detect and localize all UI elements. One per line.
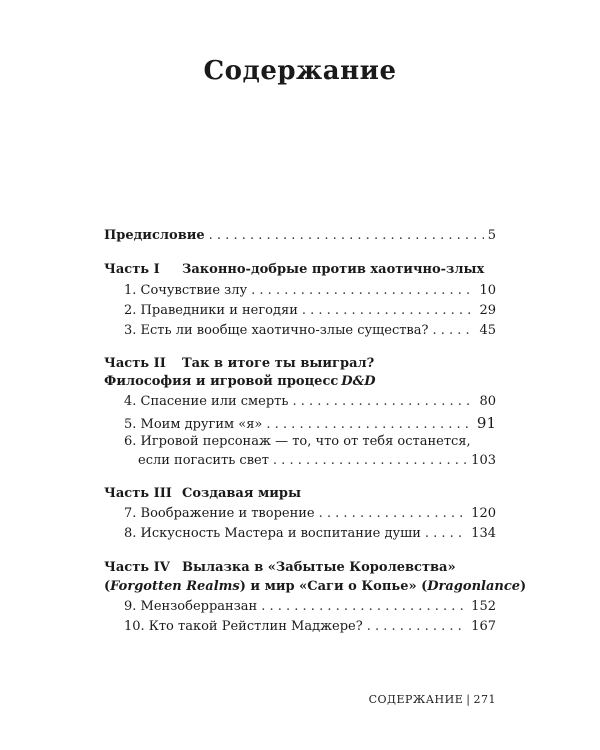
toc-page-number: 80 xyxy=(479,394,496,409)
toc-page-number: 134 xyxy=(471,526,496,541)
toc-page-number: 29 xyxy=(479,303,496,318)
toc-entry-label: 8. Искусность Мастера и воспитание души xyxy=(124,526,421,541)
part-subtitle-c: ) и мир «Саги о Копье» ( xyxy=(239,579,428,594)
toc-part-2-subtitle xyxy=(104,374,496,394)
dot-leader xyxy=(367,619,467,634)
toc-entry-chapter-7[interactable] xyxy=(124,506,496,526)
toc-part-2-heading[interactable] xyxy=(104,356,496,376)
part-label: Часть I xyxy=(104,262,160,277)
dot-leader xyxy=(292,394,475,409)
footer-separator: | xyxy=(466,693,471,706)
toc-entry-label: 1. Сочувствие злу xyxy=(124,283,248,298)
dot-leader xyxy=(302,303,476,318)
toc-entry-label: Предисловие xyxy=(104,228,205,243)
toc-entry-label: 4. Спасение или смерть xyxy=(124,394,289,409)
toc-entry-label: 9. Мензоберранзан xyxy=(124,599,258,614)
part-subtitle: Философия и игровой процесс xyxy=(104,374,339,389)
toc-entry-label: 5. Моим другим «я» xyxy=(124,417,263,432)
toc-entry-preface[interactable] xyxy=(104,228,496,248)
part-subtitle-em: D&D xyxy=(341,374,376,389)
toc-entry-chapter-10[interactable] xyxy=(124,619,496,639)
part-label: Часть IV xyxy=(104,560,170,575)
part-title: Вылазка в «Забытые Королевства» xyxy=(182,560,456,575)
part-title: Законно-добрые против хаотично-злых xyxy=(182,262,485,277)
toc-page-number: 10 xyxy=(479,283,496,298)
part-subtitle-a: ( xyxy=(104,579,111,594)
toc-entry-chapter-9[interactable] xyxy=(124,599,496,619)
toc-page-number: 120 xyxy=(471,506,496,521)
dot-leader xyxy=(251,283,475,298)
dot-leader xyxy=(273,453,467,468)
toc-page-number: 103 xyxy=(471,453,496,468)
toc-entry-chapter-8[interactable] xyxy=(124,526,496,546)
toc-entry-chapter-1[interactable] xyxy=(124,283,496,303)
toc-part-1-heading[interactable] xyxy=(104,262,496,282)
part-subtitle-em-1: Forgotten Realms xyxy=(110,579,240,594)
toc-part-4-heading[interactable] xyxy=(104,560,496,580)
toc-entry-label: 2. Праведники и негодяи xyxy=(124,303,298,318)
footer-page-number: 271 xyxy=(473,693,496,706)
toc-page-number: 45 xyxy=(479,323,496,338)
dot-leader xyxy=(432,323,475,338)
footer-section: СОДЕРЖАНИЕ xyxy=(368,693,464,706)
dot-leader xyxy=(266,417,473,432)
toc-entry-chapter-3[interactable] xyxy=(124,323,496,343)
toc-entry-chapter-5[interactable] xyxy=(124,414,496,434)
dot-leader xyxy=(425,526,467,541)
toc-page-number: 152 xyxy=(471,599,496,614)
toc-page-number: 91 xyxy=(476,414,496,432)
toc-entry-chapter-6-cont[interactable] xyxy=(138,453,496,473)
part-subtitle-em-2: Dragonlance xyxy=(427,579,521,594)
page-title: Содержание xyxy=(203,56,397,86)
part-title: Создавая миры xyxy=(182,486,302,501)
toc-entry-chapter-2[interactable] xyxy=(124,303,496,323)
part-title: Так в итоге ты выиграл? xyxy=(182,356,375,371)
toc-entry-chapter-4[interactable] xyxy=(124,394,496,414)
dot-leader xyxy=(319,506,468,521)
toc-part-3-heading[interactable] xyxy=(104,486,496,506)
running-footer xyxy=(369,693,496,706)
toc-entry-label: 10. Кто такой Рейстлин Маджере? xyxy=(124,619,363,634)
toc-page-number: 5 xyxy=(487,228,496,243)
toc-entry-chapter-6[interactable] xyxy=(124,434,496,454)
toc-page-number: 167 xyxy=(471,619,496,634)
part-label: Часть II xyxy=(104,356,166,371)
toc-entry-label: 3. Есть ли вообще хаотично-злые существа? xyxy=(124,323,429,338)
toc-entry-label: 7. Воображение и творение xyxy=(124,506,315,521)
toc-entry-label-cont: если погасить свет xyxy=(138,453,269,468)
dot-leader xyxy=(261,599,467,614)
part-label: Часть III xyxy=(104,486,172,501)
part-subtitle-e: ) xyxy=(520,579,527,594)
dot-leader xyxy=(209,228,484,243)
toc-entry-label: 6. Игровой персонаж — то, что от тебя останется, xyxy=(124,434,471,449)
toc-part-4-subtitle xyxy=(104,579,527,599)
